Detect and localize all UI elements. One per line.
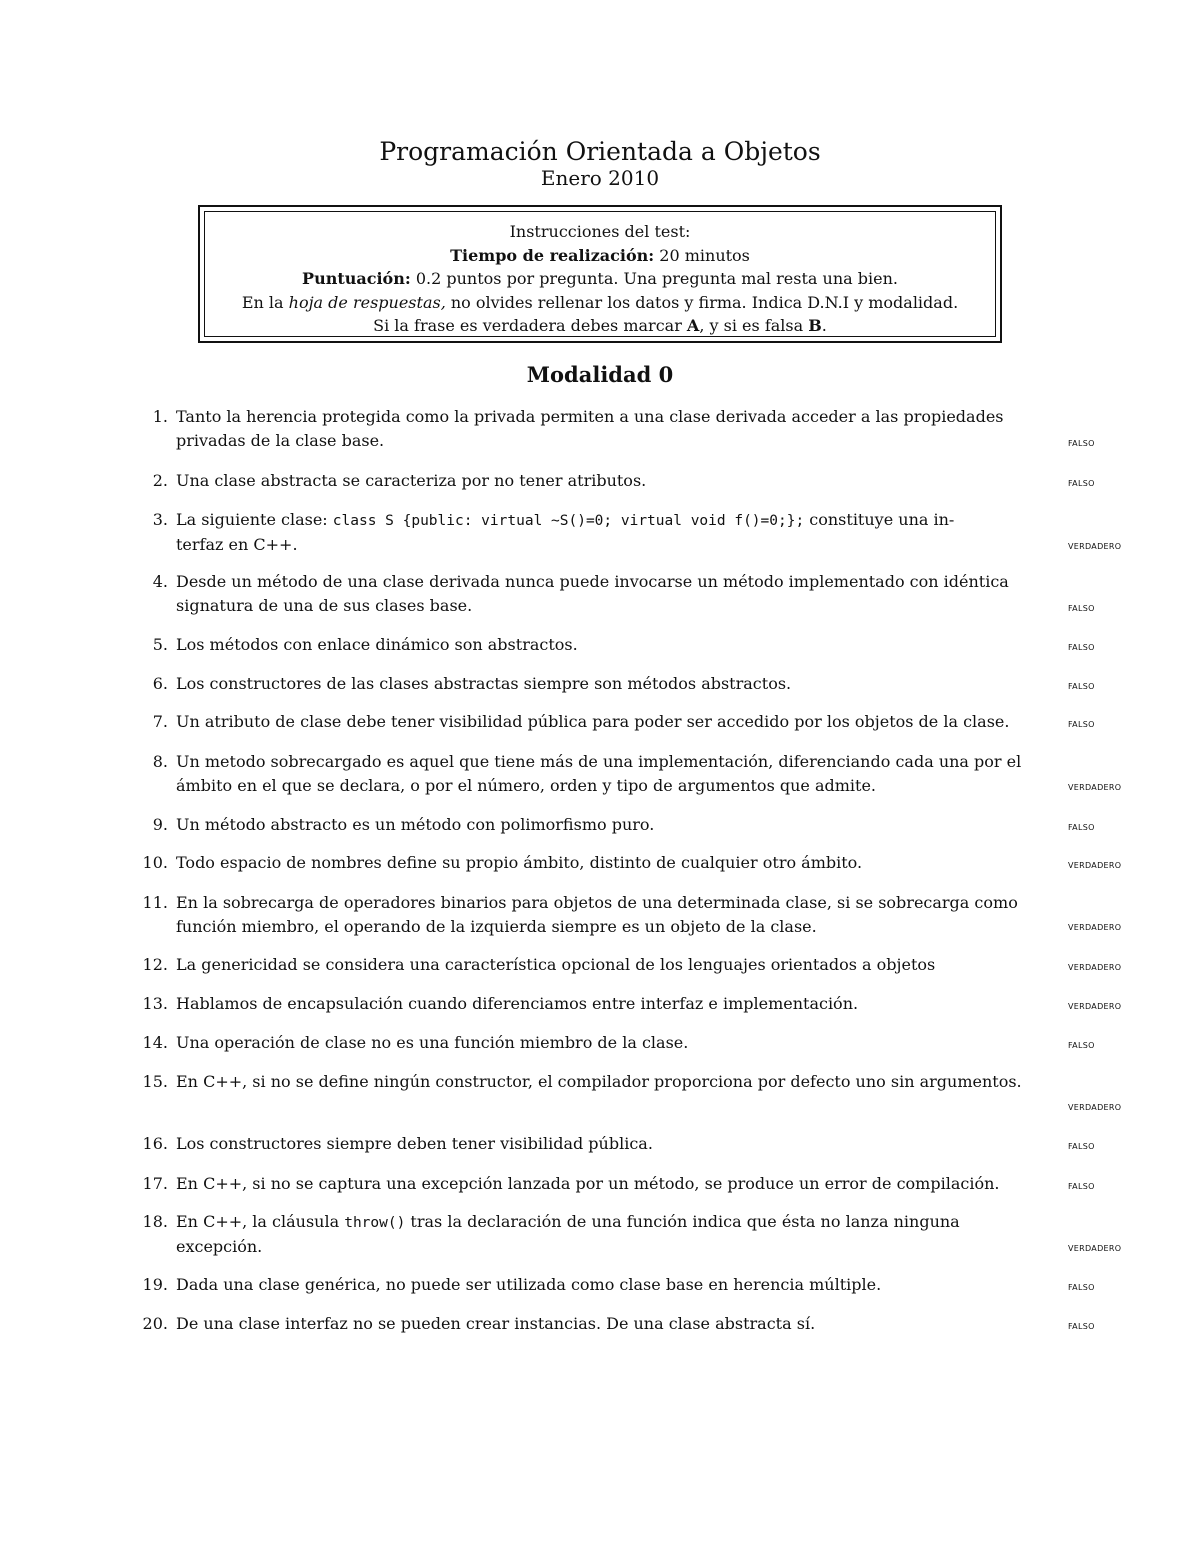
score-label: Puntuación: (302, 269, 411, 288)
question-line-1-post: constituye una in- (804, 510, 955, 529)
question-line-2: terfaz en C++. (176, 535, 298, 554)
question-text (176, 405, 1060, 453)
answer-label: VERDADERO (1068, 923, 1122, 932)
question-number: 8. (152, 752, 168, 771)
sheet-post: no olvides rellenar los datos y firma. Indica D.N.I y modalidad. (445, 292, 959, 312)
question-number: 3. (152, 510, 168, 529)
answer-label: FALSO (1068, 1142, 1095, 1151)
question-text (176, 891, 1060, 939)
question-text (176, 750, 1060, 798)
question-number: 9. (152, 815, 168, 834)
question-text (176, 570, 1060, 618)
question-number: 2. (152, 471, 168, 490)
question-line-1-pre: La siguiente clase: (176, 510, 333, 529)
exam-date: Enero 2010 (540, 166, 660, 190)
answer-label: FALSO (1068, 1283, 1095, 1292)
sheet-pre: En la (241, 292, 289, 312)
answer-label: FALSO (1068, 823, 1095, 832)
mark-pre: Si la frase es verdadera debes marcar (373, 316, 687, 335)
question-line-1: Un metodo sobrecargado es aquel que tiene más de una implementación, diferenciando cada una por el (176, 752, 1022, 771)
question-number: 6. (152, 674, 168, 693)
answer-label: FALSO (1068, 720, 1095, 729)
answer-label: FALSO (1068, 643, 1095, 652)
question-line-1: Tanto la herencia protegida como la privada permiten a una clase derivada acceder a las propiedades (176, 407, 1004, 426)
mark-end: . (821, 316, 827, 335)
mark-a: A (686, 316, 700, 335)
answer-label: VERDADERO (1068, 861, 1122, 870)
question-text (176, 1210, 1060, 1259)
question-text: Hablamos de encapsulación cuando diferenciamos entre interfaz e implementación. (176, 994, 859, 1013)
question-text (176, 508, 1060, 557)
question-number: 16. (142, 1134, 168, 1153)
question-number: 1. (152, 407, 168, 426)
question-text: Un atributo de clase debe tener visibilidad pública para poder ser accedido por los objetos de la clase. (176, 712, 1010, 731)
question-text: Un método abstracto es un método con polimorfismo puro. (176, 815, 655, 834)
question-number: 12. (142, 955, 168, 974)
question-text: Los métodos con enlace dinámico son abstractos. (176, 635, 578, 654)
question-number: 13. (142, 994, 168, 1013)
answer-label: FALSO (1068, 1041, 1095, 1050)
question-number: 10. (142, 853, 168, 872)
question-line-1: En la sobrecarga de operadores binarios para objetos de una determinada clase, si se sobrecarga como (176, 893, 1018, 912)
question-line-2: excepción. (176, 1237, 263, 1256)
question-text: Una clase abstracta se caracteriza por no tener atributos. (176, 471, 647, 490)
question-text: En C++, si no se captura una excepción lanzada por un método, se produce un error de compilación. (176, 1174, 1000, 1193)
score-value: 0.2 puntos por pregunta. Una pregunta mal resta una bien. (410, 269, 898, 288)
sheet-emphasis: hoja de respuestas, (288, 292, 446, 312)
question-number: 14. (142, 1033, 168, 1052)
question-code: throw() (344, 1215, 406, 1231)
question-number: 17. (142, 1174, 168, 1193)
answer-label: FALSO (1068, 604, 1095, 613)
answer-label: FALSO (1068, 479, 1095, 488)
question-line-2: función miembro, el operando de la izquierda siempre es un objeto de la clase. (176, 917, 817, 936)
answer-label: VERDADERO (1068, 963, 1122, 972)
mark-b: B (808, 316, 822, 335)
question-number: 11. (142, 893, 168, 912)
question-line-1-post: tras la declaración de una función indica que ésta no lanza ninguna (405, 1212, 960, 1231)
question-text: De una clase interfaz no se pueden crear instancias. De una clase abstracta sí. (176, 1314, 816, 1333)
time-label: Tiempo de realización: (450, 245, 655, 265)
answer-label: VERDADERO (1068, 783, 1122, 792)
question-text: Los constructores de las clases abstractas siempre son métodos abstractos. (176, 674, 792, 693)
question-text: Dada una clase genérica, no puede ser utilizada como clase base en herencia múltiple. (176, 1275, 882, 1294)
question-number: 15. (142, 1072, 168, 1091)
question-code: class S {public: virtual ~S()=0; virtual void f()=0;}; (332, 513, 805, 529)
time-value: 20 minutos (654, 245, 750, 265)
answer-label: VERDADERO (1068, 542, 1122, 551)
question-line-2: ámbito en el que se declara, o por el número, orden y tipo de argumentos que admite. (176, 776, 877, 795)
question-number: 7. (152, 712, 168, 731)
answer-label: FALSO (1068, 1322, 1095, 1331)
exam-title: Programación Orientada a Objetos (379, 137, 821, 166)
question-number: 4. (152, 572, 168, 591)
question-line-2: signatura de una de sus clases base. (176, 596, 473, 615)
question-number: 20. (142, 1314, 168, 1333)
question-text: Todo espacio de nombres define su propio ámbito, distinto de cualquier otro ámbito. (176, 853, 863, 872)
answer-label: VERDADERO (1068, 1002, 1122, 1011)
mark-mid: , y si es falsa (699, 316, 809, 335)
answer-label: VERDADERO (1068, 1244, 1122, 1253)
answer-label: FALSO (1068, 682, 1095, 691)
question-text: Los constructores siempre deben tener visibilidad pública. (176, 1134, 653, 1153)
question-text: Una operación de clase no es una función miembro de la clase. (176, 1033, 689, 1052)
question-number: 5. (152, 635, 168, 654)
answer-label: VERDADERO (1068, 1103, 1122, 1112)
answer-label: FALSO (1068, 1182, 1095, 1191)
question-line-1-pre: En C++, la cláusula (176, 1212, 345, 1231)
question-number: 19. (142, 1275, 168, 1294)
instructions-heading: Instrucciones del test: (509, 222, 691, 241)
question-text: La genericidad se considera una característica opcional de los lenguajes orientados a objetos (176, 955, 936, 974)
answer-label: FALSO (1068, 439, 1095, 448)
modality-title: Modalidad 0 (526, 362, 674, 387)
question-text: En C++, si no se define ningún constructor, el compilador proporciona por defecto uno sin argumentos. (176, 1072, 1022, 1091)
question-line-2: privadas de la clase base. (176, 431, 385, 450)
question-line-1: Desde un método de una clase derivada nunca puede invocarse un método implementado con idéntica (176, 572, 1009, 591)
question-number: 18. (142, 1212, 168, 1231)
